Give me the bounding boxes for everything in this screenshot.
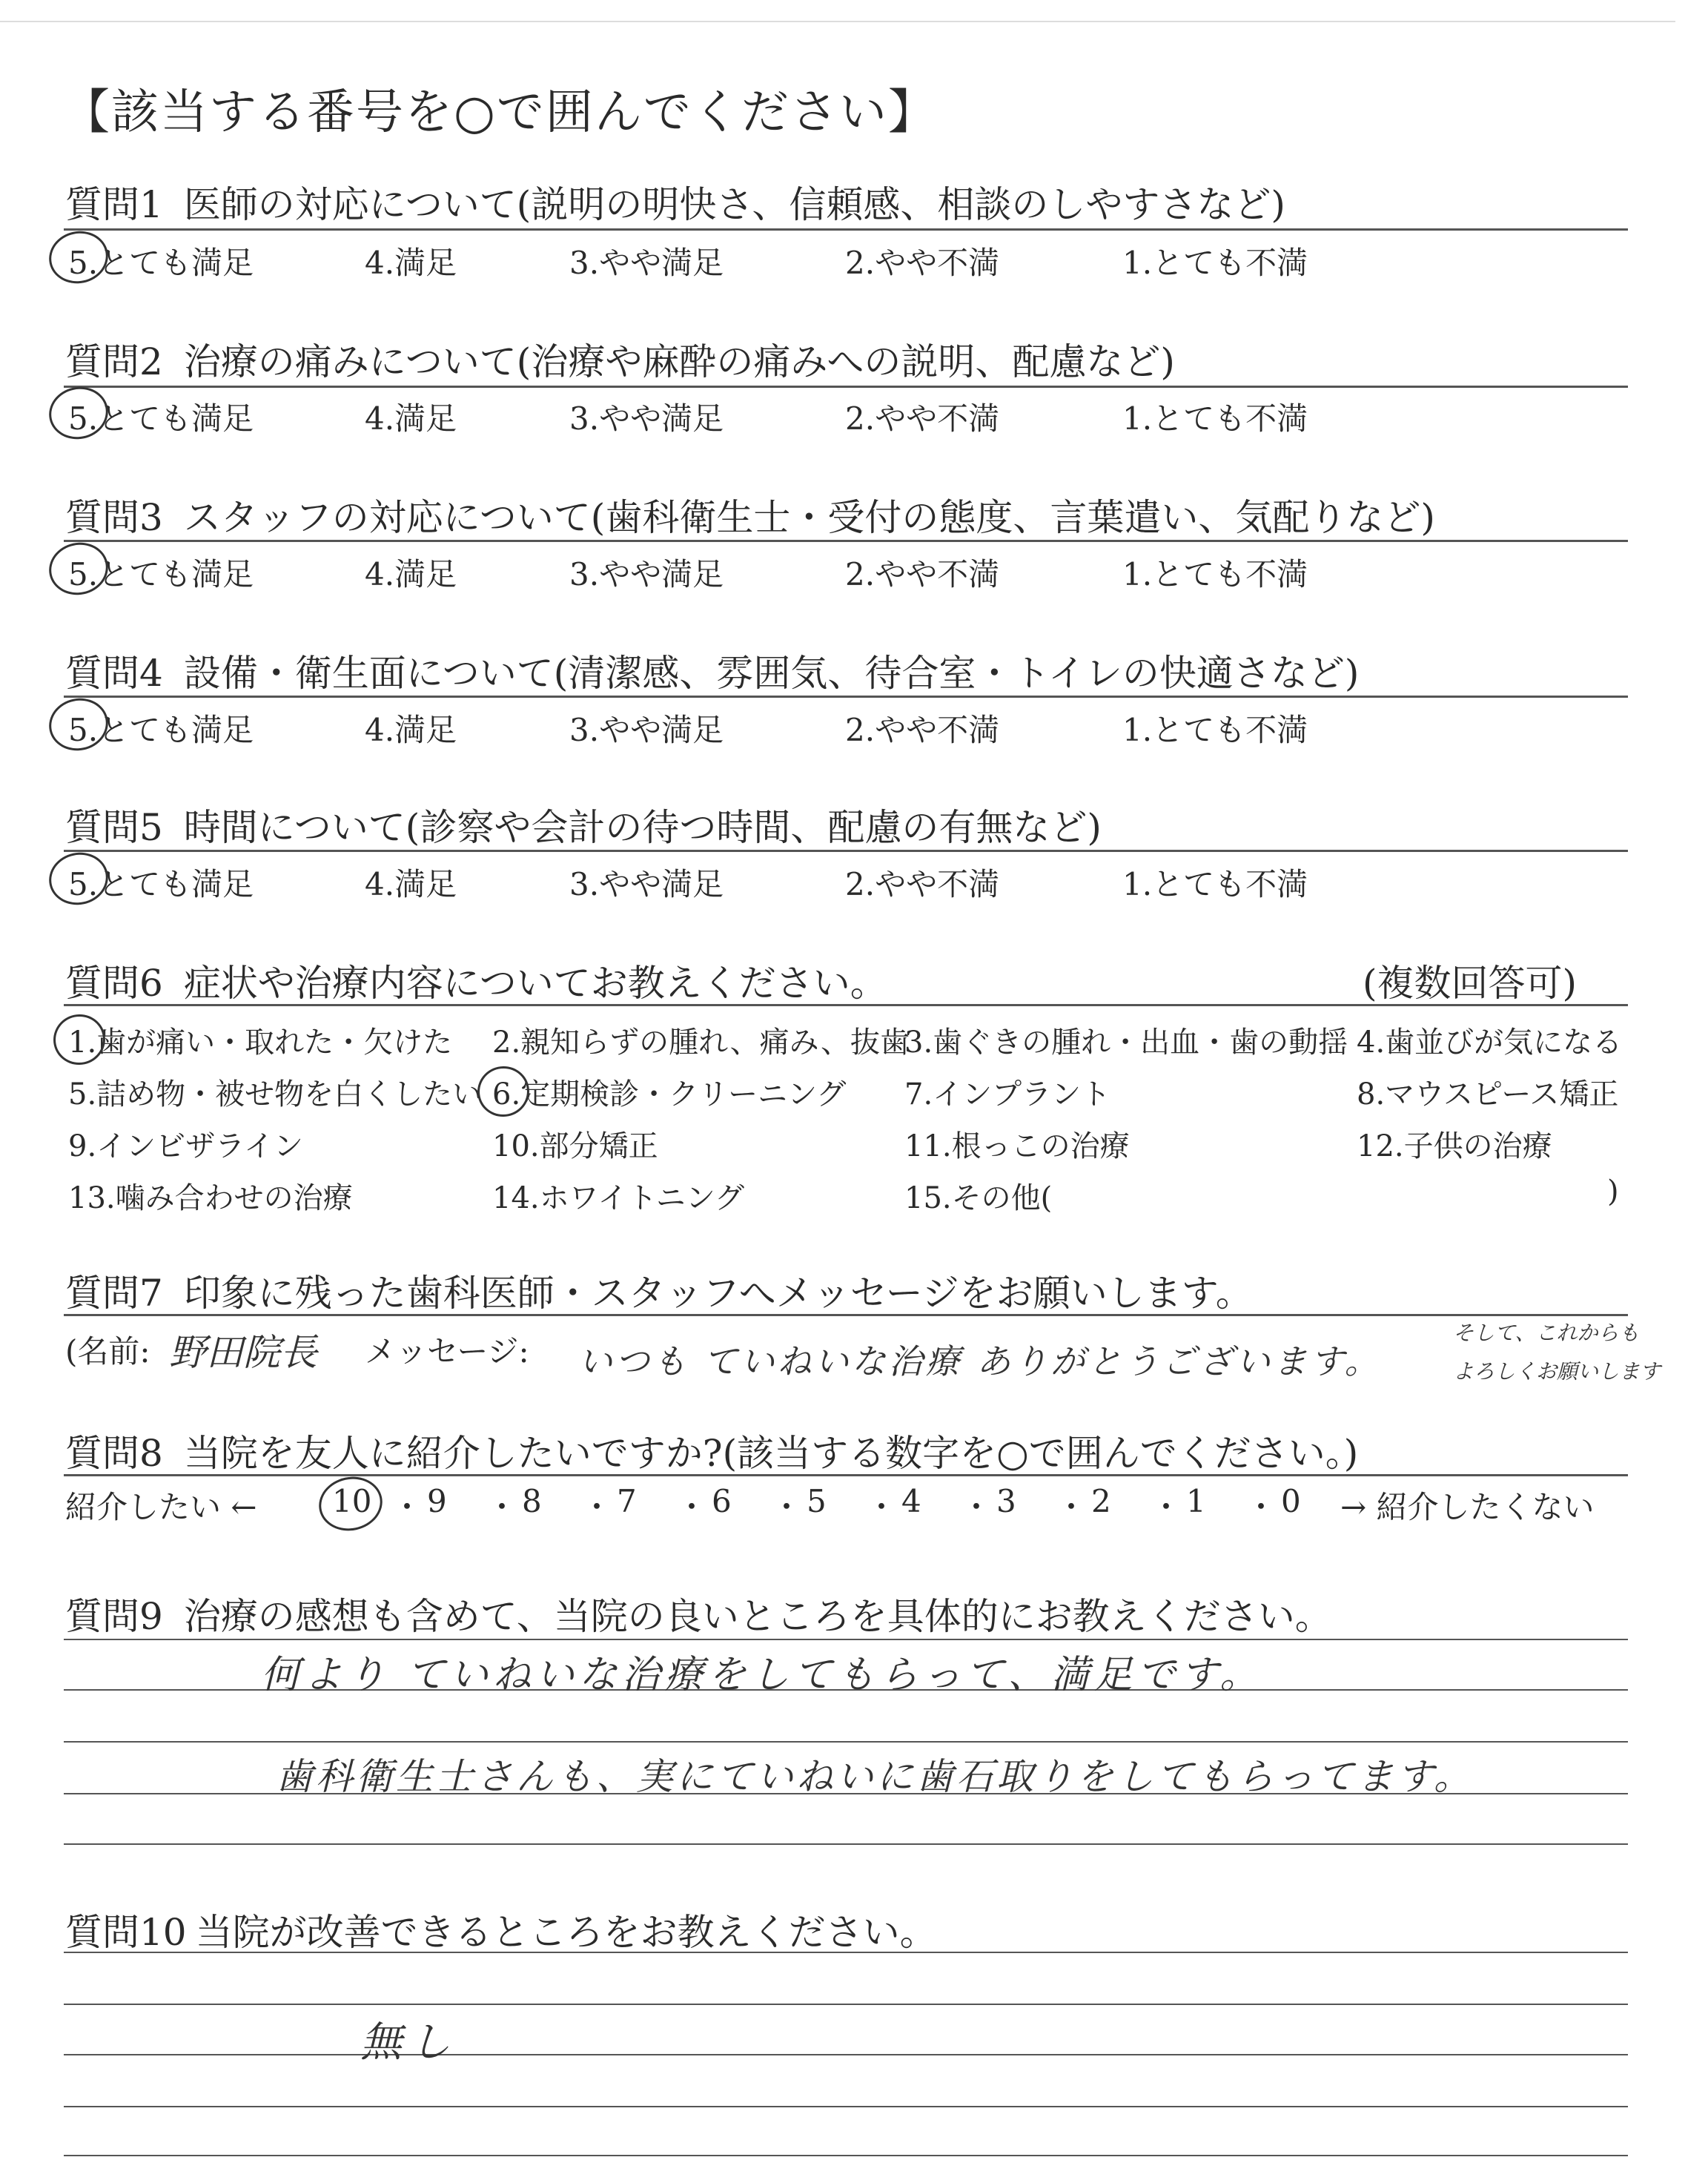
q10-answer[interactable]: 無し: [360, 2018, 458, 2067]
q1-option-3[interactable]: 3.やや満足: [569, 245, 724, 281]
q8-text: 当院を友人に紹介したいですか?(該当する数字を○で囲んでください。): [183, 1432, 1359, 1475]
q7-name-value[interactable]: 野田院長: [169, 1331, 317, 1374]
q9-number: 質問9: [65, 1595, 163, 1638]
q5-option-5[interactable]: 5.とても満足: [68, 866, 254, 902]
q2-option-1[interactable]: 1.とても不満: [1122, 400, 1308, 437]
top-edge-line: [0, 21, 1675, 22]
q10-number: 質問10: [65, 1911, 187, 1954]
q5-option-4[interactable]: 4.満足: [365, 866, 457, 902]
q9-line-3: [64, 1741, 1628, 1743]
q8-scale-separator: ・: [1151, 1489, 1182, 1525]
q9-answer-line-2[interactable]: 歯科衛生士さんも、実にていねいに歯石取りをしてもらってます。: [276, 1755, 1474, 1798]
q3-option-2[interactable]: 2.やや不満: [845, 556, 1000, 592]
q9-title: [65, 1587, 1332, 1640]
q6-rule: [64, 1004, 1628, 1006]
q2-option-5[interactable]: 5.とても満足: [68, 400, 254, 437]
q9-text: 治療の感想も含めて、当院の良いところを具体的にお教えください。: [183, 1595, 1332, 1638]
q6-multiple-answer-note: (複数回答可): [1363, 962, 1578, 1005]
q6-option-11[interactable]: 11.根っこの治療: [904, 1129, 1130, 1163]
q8-scale-separator: ・: [391, 1489, 423, 1525]
q8-left-label: 紹介したい ←: [65, 1489, 257, 1525]
q5-text: 時間について(診察や会計の待つ時間、配慮の有無など): [183, 806, 1102, 849]
q7-message-extra-1[interactable]: そして、これからも: [1453, 1321, 1640, 1345]
q6-text: 症状や治療内容についてお教えください。: [183, 962, 887, 1005]
q3-option-5[interactable]: 5.とても満足: [68, 556, 254, 592]
q8-scale-separator: ・: [581, 1489, 613, 1525]
q2-title: [65, 332, 1175, 386]
q5-option-3[interactable]: 3.やや満足: [569, 866, 724, 902]
q4-number: 質問4: [65, 652, 163, 695]
q6-option-12[interactable]: 12.子供の治療: [1357, 1129, 1552, 1163]
q6-number: 質問6: [65, 962, 163, 1005]
q6-title: [65, 954, 887, 1007]
q2-text: 治療の痛みについて(治療や麻酔の痛みへの説明、配慮など): [183, 340, 1175, 383]
q5-title: [65, 798, 1102, 851]
q9-line-5: [64, 1843, 1628, 1845]
q5-rule: [64, 850, 1628, 852]
q8-scale-value-8[interactable]: 8: [522, 1483, 542, 1519]
q7-name-label: (名前:: [65, 1333, 150, 1370]
q2-number: 質問2: [65, 340, 163, 383]
q1-text: 医師の対応について(説明の明快さ、信頼感、相談のしやすさなど): [183, 183, 1285, 226]
q3-text: スタッフの対応について(歯科衛生士・受付の態度、言葉遣い、気配りなど): [183, 496, 1435, 539]
q6-option-7[interactable]: 7.インプラント: [904, 1077, 1111, 1112]
q6-option-9[interactable]: 9.インビザライン: [68, 1129, 303, 1163]
q2-option-3[interactable]: 3.やや満足: [569, 400, 724, 437]
q8-scale-separator: ・: [1245, 1489, 1277, 1525]
q8-scale-separator: ・: [1056, 1489, 1088, 1525]
q10-line-1: [64, 1952, 1628, 1953]
q5-number: 質問5: [65, 806, 163, 849]
q8-selection-circle: [314, 1471, 387, 1536]
q10-line-3: [64, 2054, 1628, 2055]
q8-right-label: → 紹介したくない: [1340, 1489, 1595, 1525]
q1-rule: [64, 228, 1628, 231]
q7-message-value[interactable]: いつも ていねいな治療 ありがとうございます。: [578, 1341, 1382, 1381]
q8-scale-value-10[interactable]: 10: [332, 1483, 372, 1519]
q7-number: 質問7: [65, 1272, 163, 1315]
q8-scale-value-0[interactable]: 0: [1281, 1483, 1301, 1519]
q6-option-3[interactable]: 3.歯ぐきの腫れ・出血・歯の動揺: [904, 1025, 1348, 1060]
q9-answer-line-1[interactable]: 何より ていねいな治療をしてもらって、満足です。: [261, 1653, 1263, 1697]
q8-number: 質問8: [65, 1432, 163, 1475]
q2-option-4[interactable]: 4.満足: [365, 400, 457, 437]
q1-option-1[interactable]: 1.とても不満: [1122, 245, 1308, 281]
q6-option-13[interactable]: 13.噛み合わせの治療: [68, 1181, 353, 1215]
q6-option-5[interactable]: 5.詰め物・被せ物を白くしたい: [68, 1077, 483, 1112]
q8-scale-value-6[interactable]: 6: [712, 1483, 732, 1519]
q6-option-6[interactable]: 6.定期検診・クリーニング: [492, 1077, 847, 1112]
q2-rule: [64, 386, 1628, 388]
q8-title: [65, 1424, 1358, 1477]
q7-message-extra-2[interactable]: よろしくお願いします: [1453, 1359, 1661, 1384]
q4-option-2[interactable]: 2.やや不満: [845, 712, 1000, 748]
q3-option-1[interactable]: 1.とても不満: [1122, 556, 1308, 592]
q6-option-2[interactable]: 2.親知らずの腫れ、痛み、抜歯: [492, 1025, 910, 1060]
q4-option-4[interactable]: 4.満足: [365, 712, 457, 748]
q3-option-4[interactable]: 4.満足: [365, 556, 457, 592]
q10-line-4: [64, 2106, 1628, 2107]
q1-option-5[interactable]: 5.とても満足: [68, 245, 254, 281]
q6-option-1[interactable]: 1.歯が痛い・取れた・欠けた: [68, 1025, 453, 1060]
q8-scale-value-3[interactable]: 3: [996, 1483, 1016, 1519]
q6-option-4[interactable]: 4.歯並びが気になる: [1357, 1025, 1623, 1060]
q5-option-2[interactable]: 2.やや不満: [845, 866, 1000, 902]
q4-rule: [64, 696, 1628, 698]
q10-title: [65, 1903, 937, 1956]
q1-option-4[interactable]: 4.満足: [365, 245, 457, 281]
q8-scale-separator: ・: [961, 1489, 993, 1525]
q10-line-5: [64, 2155, 1628, 2156]
q3-number: 質問3: [65, 496, 163, 539]
q8-scale-separator: ・: [676, 1489, 708, 1525]
q1-option-2[interactable]: 2.やや不満: [845, 245, 1000, 281]
q8-rule: [64, 1474, 1628, 1476]
q8-scale-value-5[interactable]: 5: [807, 1483, 827, 1519]
q6-option-10[interactable]: 10.部分矯正: [492, 1129, 658, 1163]
q1-number: 質問1: [65, 183, 163, 226]
q1-title: [65, 175, 1285, 228]
q6-option-15-close-paren: ): [1607, 1175, 1619, 1209]
q8-scale-separator: ・: [771, 1489, 803, 1525]
q8-scale-value-4[interactable]: 4: [901, 1483, 921, 1519]
q2-option-2[interactable]: 2.やや不満: [845, 400, 1000, 437]
q7-rule: [64, 1314, 1628, 1316]
q6-option-8[interactable]: 8.マウスピース矯正: [1357, 1077, 1619, 1112]
q8-scale-separator: ・: [866, 1489, 898, 1525]
q8-scale-value-1[interactable]: 1: [1186, 1483, 1206, 1519]
q4-title: [65, 644, 1359, 697]
q3-option-3[interactable]: 3.やや満足: [569, 556, 724, 592]
q6-option-14[interactable]: 14.ホワイトニング: [492, 1181, 745, 1215]
q8-scale-separator: ・: [486, 1489, 518, 1525]
page-header: 【該当する番号を○で囲んでください】: [62, 85, 937, 140]
q8-scale-value-9[interactable]: 9: [427, 1483, 447, 1519]
q4-option-5[interactable]: 5.とても満足: [68, 712, 254, 748]
q10-text: 当院が改善できるところをお教えください。: [195, 1911, 937, 1954]
q8-scale-value-2[interactable]: 2: [1091, 1483, 1111, 1519]
q10-line-2: [64, 2004, 1628, 2005]
q4-option-1[interactable]: 1.とても不満: [1122, 712, 1308, 748]
q7-title: [65, 1264, 1253, 1317]
q4-option-3[interactable]: 3.やや満足: [569, 712, 724, 748]
q5-option-1[interactable]: 1.とても不満: [1122, 866, 1308, 902]
q8-scale-value-7[interactable]: 7: [617, 1483, 637, 1519]
q9-line-1: [64, 1639, 1628, 1640]
q7-message-label: メッセージ:: [365, 1333, 529, 1370]
q7-text: 印象に残った歯科医師・スタッフへメッセージをお願いします。: [183, 1272, 1253, 1315]
q6-option-15[interactable]: 15.その他(: [904, 1181, 1053, 1215]
q3-title: [65, 488, 1435, 541]
q4-text: 設備・衛生面について(清潔感、雰囲気、待合室・トイレの快適さなど): [183, 652, 1360, 695]
q3-rule: [64, 540, 1628, 542]
